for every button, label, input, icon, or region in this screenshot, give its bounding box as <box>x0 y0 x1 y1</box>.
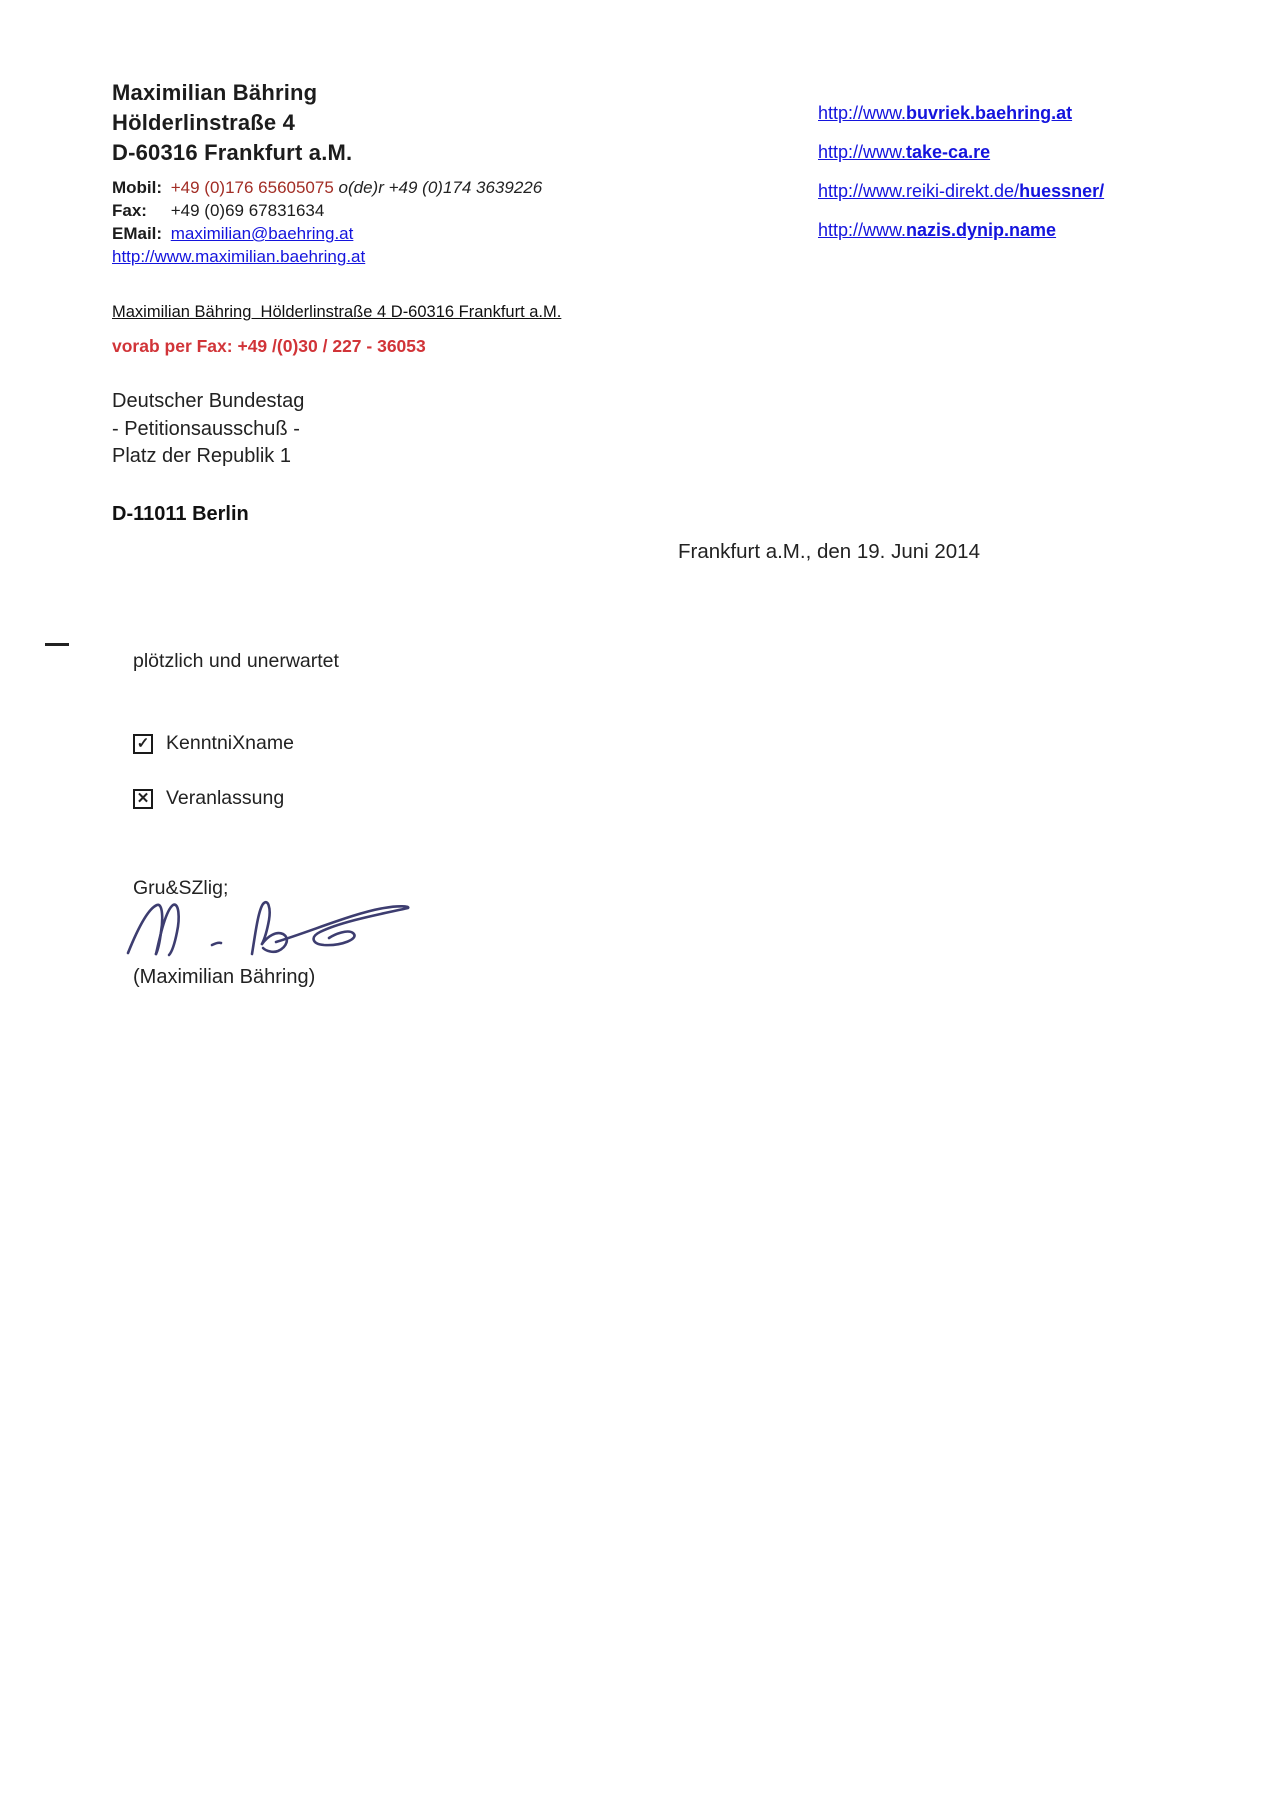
checkbox-checked-icon: ✓ <box>133 734 153 754</box>
margin-dash-mark <box>45 643 69 646</box>
recipient-line3: Platz der Republik 1 <box>112 445 291 467</box>
place-date-line: Frankfurt a.M., den 19. Juni 2014 <box>678 540 980 563</box>
email-link[interactable]: maximilian@baehring.at <box>170 224 354 243</box>
checkbox-crossed-icon: ✕ <box>133 789 153 809</box>
fax-number: +49 (0)69 67831634 <box>170 201 325 220</box>
mobile-number: +49 (0)176 65605075 <box>170 178 334 197</box>
fax-notice-number: +49 /(0)30 / 227 - 36053 <box>237 336 426 356</box>
mobile-label: Mobil: <box>112 178 163 197</box>
link-buvriek[interactable]: http://www.buvriek.baehring.at <box>818 103 1073 123</box>
fax-label: Fax: <box>112 201 147 220</box>
checkbox-row-kenntnixname <box>133 732 294 755</box>
sender-website-link[interactable]: http://www.maximilian.baehring.at <box>112 247 366 266</box>
link-take-ca[interactable]: http://www.take-ca.re <box>818 142 991 162</box>
sender-mobile-line <box>112 176 542 199</box>
recipient-address-block <box>112 388 304 471</box>
handwritten-signature <box>122 893 422 973</box>
recipient-city-line: D-11011 Berlin <box>112 503 249 525</box>
link-nazis-dynip[interactable]: http://www.nazis.dynip.name <box>818 220 1057 240</box>
sender-name: Maximilian Bähring <box>112 80 318 105</box>
checkbox1-label: KenntniXname <box>166 732 294 754</box>
closing-salutation: Gru&SZlig; <box>133 877 229 899</box>
subject-line: plötzlich und unerwartet <box>133 650 339 672</box>
signature-printed-name: (Maximilian Bähring) <box>133 966 316 988</box>
link-column <box>818 94 1104 250</box>
recipient-line1: Deutscher Bundestag <box>112 390 305 412</box>
sender-address-block <box>112 78 542 268</box>
fax-notice-label: vorab per Fax: <box>112 336 233 356</box>
fax-advance-notice <box>112 336 426 357</box>
sender-email-line <box>112 222 542 245</box>
sender-city: D-60316 Frankfurt a.M. <box>112 140 353 165</box>
sender-street: Hölderlinstraße 4 <box>112 110 296 135</box>
sender-website-line <box>112 245 542 268</box>
email-label: EMail: <box>112 224 163 243</box>
sender-return-line: Maximilian Bähring Hölderlinstraße 4 D-60316 Frankfurt a.M. <box>112 303 562 321</box>
sender-fax-line <box>112 199 542 222</box>
recipient-line2: - Petitionsausschuß - <box>112 417 300 440</box>
checkbox-row-veranlassung <box>133 787 284 810</box>
link-reiki-direkt[interactable]: http://www.reiki-direkt.de/huessner/ <box>818 181 1105 201</box>
checkbox2-label: Veranlassung <box>166 787 285 809</box>
mobile-alt-number: o(de)r +49 (0)174 3639226 <box>338 178 543 197</box>
